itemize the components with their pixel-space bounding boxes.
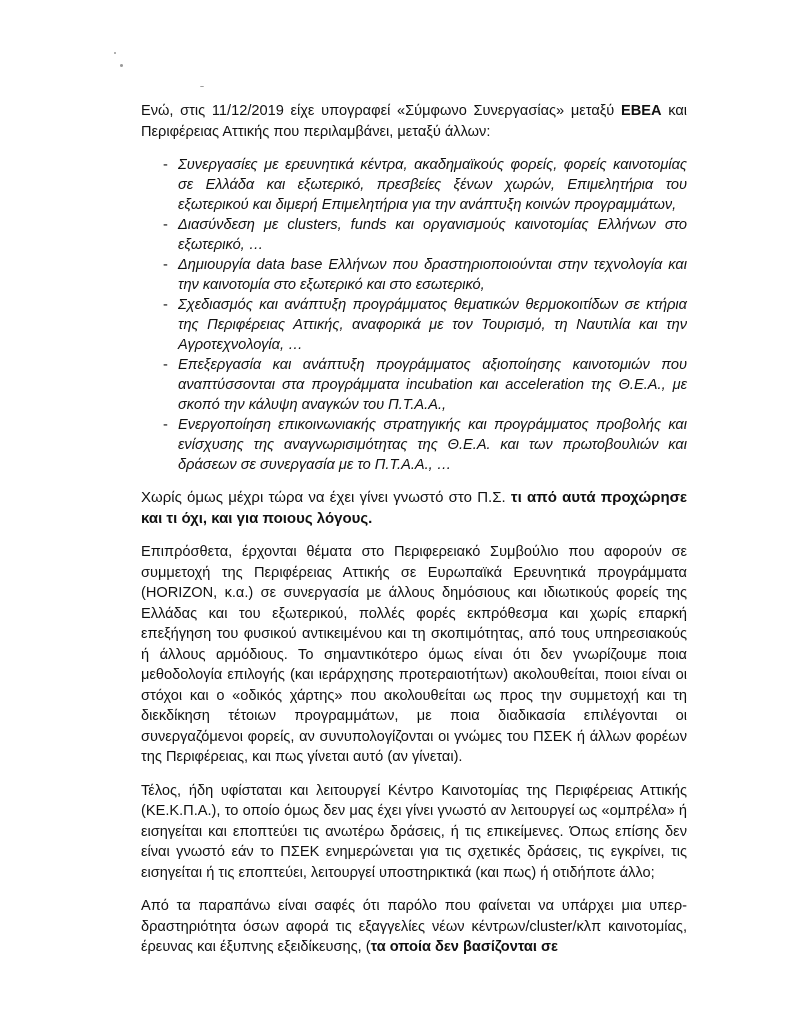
intro-bold-ebea: ΕΒΕΑ [620, 103, 662, 119]
research-programs-paragraph: Επιπρόσθετα, έρχονται θέματα στο Περιφερειακό Συμβούλιο που αφορούν σε συμμετοχή της Περιφέρειας Αττικής σε Ευρωπαϊκά Ερευνητικά προγράμματα (HORIZON, κ.α.) σε συνεργασία με άλλους δημόσιους και ιδιωτικούς φορείς της Ελλάδας και του εξωτερικού, πολλές φορές εκπρόθεσμα και χωρίς επαρκή επεξήγηση του φυσικού αντικειμένου και τη σκοπιμότητας, από τους υπηρεσιακούς ή άλλους αρμόδιους. Το σημαντικότερο όμως είναι ότι δεν γνωρίζουμε ποια μεθοδολογία επιλογής (και ιεράρχησης προτεραιοτήτων) ακολουθείται, ποιοι είναι οι στόχοι και ο «οδικός χάρτης» που ακολουθείται ως προς την συμμετοχή και τη διεκδίκηση τέτοιων προγραμμάτων, με ποια διαδικασία επιλέγονται οι συνεργαζόμενοι φορείς, αν συνυπολογίζονται οι γνώμες του ΠΣΕΚ ή άλλων φορέων της Περιφέρειας, και πως γίνεται αυτό (αν γίνεται). [141, 544, 687, 765]
conclusion-paragraph [141, 896, 687, 958]
list-item: - Δημιουργία data base Ελλήνων που δραστηριοποιούνται στην τεχνολογία και την καινοτομία στο εξωτερικό και στο εσωτερικό, [141, 255, 687, 295]
conclusion-text: Από τα παραπάνω είναι σαφές ότι παρόλο που φαίνεται να υπάρχει μια υπερ-δραστηριότητα όσων αφορά τις εξαγγελίες νέων κέντρων/cluster/κλπ καινοτομίας, έρευνας και έξυπνης εξειδίκευσης, ( [141, 898, 687, 955]
scan-speck [114, 52, 116, 54]
list-item: - Ενεργοποίηση επικοινωνιακής στρατηγικής και προγράμματος προβολής και ενίσχυσης της αναγνωρισιμότητας της Θ.Ε.Α. και των πρωτοβουλιών και δράσεων σε συνεργασία με το Π.Τ.Α.Α., … [141, 415, 687, 475]
list-item: - Συνεργασίες με ερευνητικά κέντρα, ακαδημαϊκούς φορείς, φορείς καινοτομίας σε Ελλάδα και εξωτερικό, πρεσβείες ξένων χωρών, Επιμελητήρια του εξωτερικού και διμερή Επιμελητήρια για την ανάπτυξη κοινών προγραμμάτων, [141, 155, 687, 215]
scan-speck [200, 86, 204, 87]
agreement-items-list [141, 155, 687, 475]
list-item: - Σχεδιασμός και ανάπτυξη προγράμματος θεματικών θερμοκοιτίδων σε κτήρια της Περιφέρειας Αττικής, αναφορικά με τον Τουρισμό, τη Ναυτιλία και την Αγροτεχνολογία, … [141, 295, 687, 355]
list-item: - Διασύνδεση με clusters, funds και οργανισμούς καινοτομίας Ελλήνων στο εξωτερικό, … [141, 215, 687, 255]
scan-speck [120, 64, 123, 67]
progress-text: Χωρίς όμως μέχρι τώρα να έχει γίνει γνωστό στο Π.Σ. [141, 489, 511, 506]
progress-question-paragraph [141, 488, 687, 529]
intro-text-cont: και Περιφέρειας Αττικής που περιλαμβάνει, μεταξύ άλλων: [141, 103, 687, 140]
progress-bold-text: τι από αυτά προχώρησε και τι όχι, και για ποιους λόγους. [141, 489, 687, 527]
conclusion-bold-text: τα οποία δεν βασίζονται σε [370, 939, 558, 955]
document-page [141, 101, 687, 971]
intro-paragraph [141, 101, 687, 142]
intro-text: Ενώ, στις 11/12/2019 είχε υπογραφεί «Σύμφωνο Συνεργασίας» μεταξύ [141, 103, 621, 119]
innovation-center-paragraph: Τέλος, ήδη υφίσταται και λειτουργεί Κέντρο Καινοτομίας της Περιφέρειας Αττικής (ΚΕ.Κ.Π.Α.), το οποίο όμως δεν μας έχει γίνει γνωστό αν λειτουργεί ως «ομπρέλα» ή εισηγείται και εποπτεύει τις ανωτέρω δράσεις, ή τις επικείμενες. Όπως επίσης δεν είναι γνωστό εάν το ΠΣΕΚ ενημερώνεται για τις σχετικές δράσεις, τις εγκρίνει, τις εισηγείται ή τις εποπτεύει, λειτουργεί υποστηρικτικά (και πως) ή οτιδήποτε άλλο; [141, 782, 687, 881]
list-item: - Επεξεργασία και ανάπτυξη προγράμματος αξιοποίησης καινοτομιών που αναπτύσσονται στα προγράμματα incubation και acceleration της Θ.Ε.Α., με σκοπό την κάλυψη αναγκών του Π.Τ.Α.Α., [141, 355, 687, 415]
